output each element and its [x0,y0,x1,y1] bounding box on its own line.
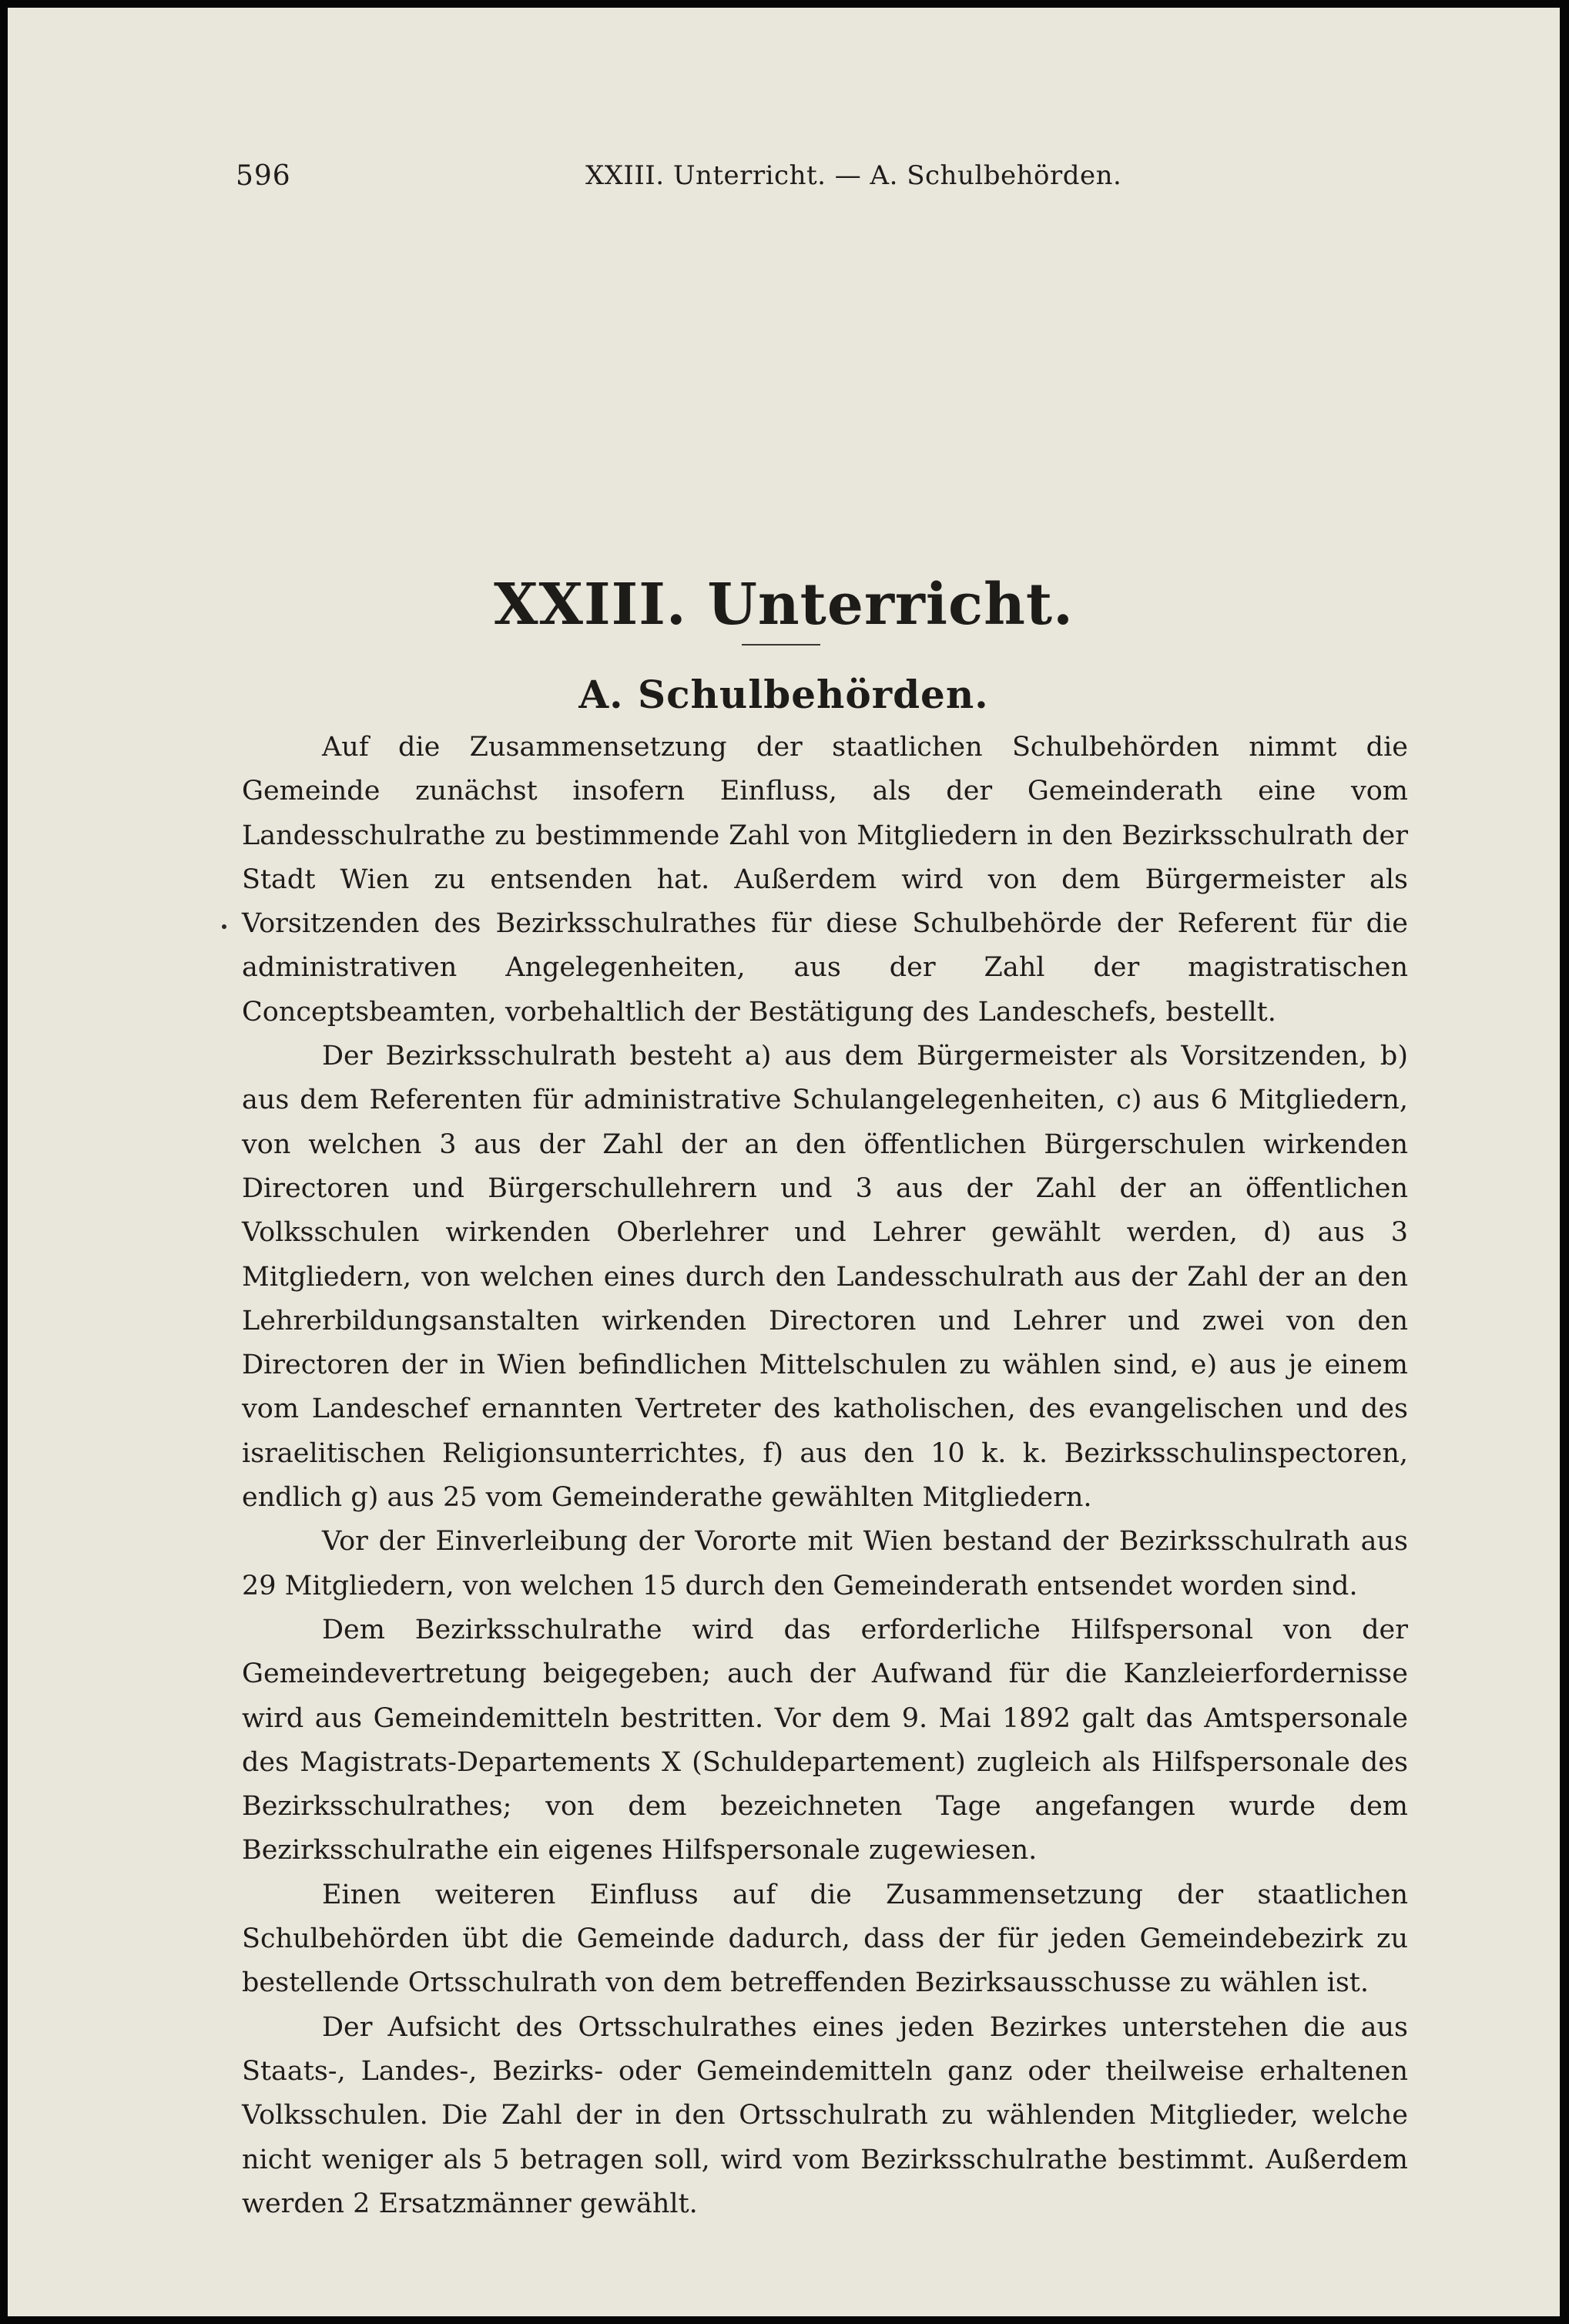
paragraph: Einen weiteren Einfluss auf die Zusammensetzung der staatlichen Schulbehörden übt die Gemeinde dadurch, dass der für jeden Gemeindebezirk zu bestellende Ortsschulrath von dem betreffenden Bezirksausschusse zu wählen ist. [242,1879,1408,1999]
paragraph: Vor der Einverleibung der Vororte mit Wien bestand der Bezirksschulrath aus 29 Mitgliedern, von welchen 15 durch den Gemeinderath entsendet worden sind. [242,1526,1408,1601]
running-title: XXIII. Unterricht. — A. Schulbehörden. [585,160,1122,191]
margin-mark [222,924,226,929]
running-head [236,160,1411,199]
paragraph: Der Bezirksschulrath besteht a) aus dem Bürgermeister als Vorsitzenden, b) aus dem Referenten für administrative Schulangelegenheiten, c) aus 6 Mitgliedern, von welchen 3 aus der Zahl der an den öffentlichen Bürgerschulen wirkenden Directoren und Bürgerschullehrern und 3 aus der Zahl der an öffentlichen Volksschulen wirkenden Oberlehrer und Lehrer gewählt werden, d) aus 3 Mitgliedern, von welchen eines durch den Landesschulrath aus der Zahl der an den Lehrerbildungsanstalten wirkenden Directoren und Lehrer und zwei von den Directoren der in Wien befindlichen Mittelschulen zu wählen sind, e) aus je einem vom Landeschef ernannten Vertreter des katholischen, des evangelischen und des israelitischen Religionsunterrichtes, f) aus den 10 k. k. Bezirksschulinspectoren, endlich g) aus 25 vom Gemeinderathe gewählten Mitgliedern. [242,1041,1408,1514]
section-title: A. Schulbehörden. [578,672,989,717]
page-number: 596 [236,160,291,192]
paragraph: Auf die Zusammensetzung der staatlichen Schulbehörden nimmt die Gemeinde zunächst insofern Einfluss, als der Gemeinderath eine vom Landesschulrathe zu bestimmende Zahl von Mitgliedern in den Bezirksschulrath der Stadt Wien zu entsenden hat. Außerdem wird von dem Bürgermeister als Vorsitzenden des Bezirksschulrathes für diese Schulbehörde der Referent für die administrativen Angelegenheiten, aus der Zahl der magistratischen Conceptsbeamten, vorbehaltlich der Bestätigung des Landeschefs, bestellt. [242,732,1408,1028]
paragraph: Der Aufsicht des Ortsschulrathes eines jeden Bezirkes unterstehen die aus Staats-, Landes-, Bezirks- oder Gemeindemitteln ganz oder theilweise erhaltenen Volksschulen. Die Zahl der in den Ortsschulrath zu wählenden Mitglieder, welche nicht weniger als 5 betragen soll, wird vom Bezirksschulrathe bestimmt. Außerdem werden 2 Ersatzmänner gewählt. [242,2011,1408,2219]
title-divider [742,644,820,646]
chapter-title: XXIII. Unterricht. [494,572,1074,638]
paragraph: Dem Bezirksschulrathe wird das erforderliche Hilfspersonal von der Gemeindevertretung beigegeben; auch der Aufwand für die Kanzleierfordernisse wird aus Gemeindemitteln bestritten. Vor dem 9. Mai 1892 galt das Amtspersonale des Magistrats-Departements X (Schuldepartement) zugleich als Hilfspersonale des Bezirksschulrathes; von dem bezeichneten Tage angefangen wurde dem Bezirksschulrathe ein eigenes Hilfspersonale zugewiesen. [242,1614,1408,1866]
document-page [8,8,1560,2316]
body-text [242,726,1408,2226]
